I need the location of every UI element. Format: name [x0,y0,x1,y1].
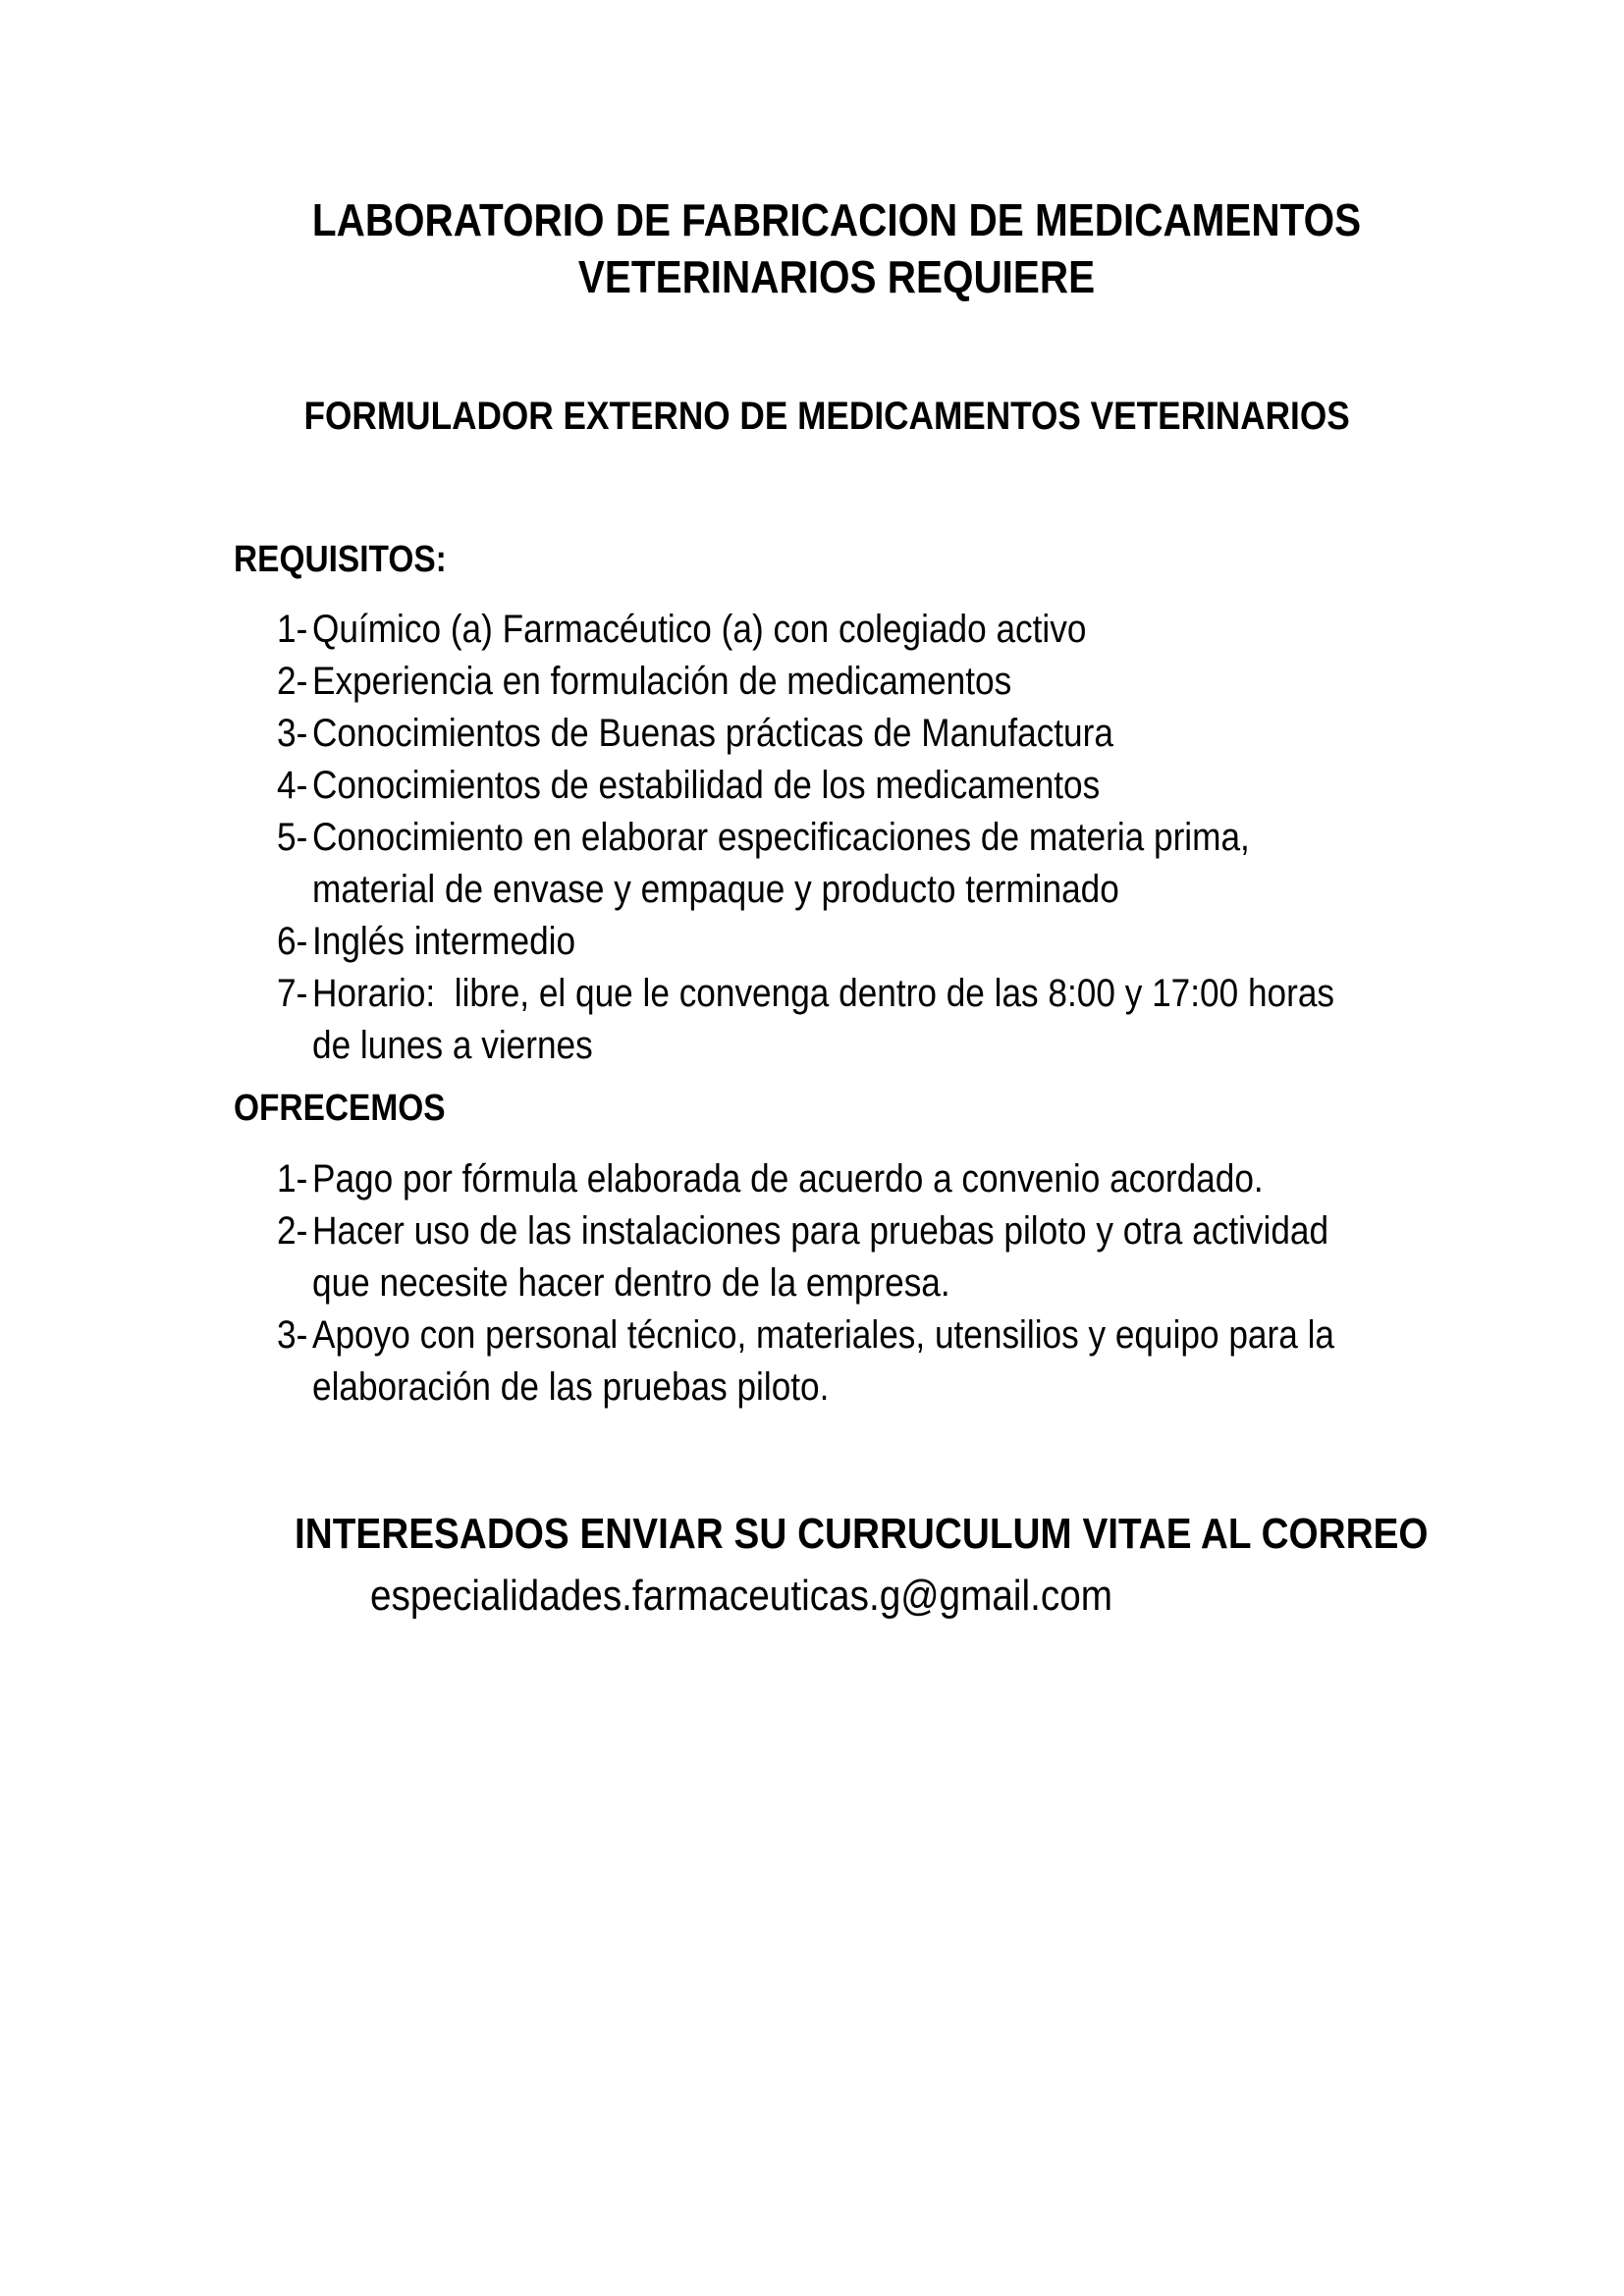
list-item [277,656,1439,708]
item-number: 2- [277,1209,308,1253]
item-line: material de envase y empaque y producto terminado [311,868,1119,911]
list-item [277,1309,1439,1414]
closing-heading: INTERESADOS ENVIAR SU CURRUCULUM VITAE AL CORREO [295,1510,1429,1558]
item-number: 2- [277,660,308,703]
item-number: 1- [277,608,308,651]
item-text [312,916,1439,968]
item-text [312,760,1439,812]
item-number: 3- [277,1313,308,1357]
list-item [277,708,1439,760]
list-item [277,760,1439,812]
item-line: de lunes a viernes [311,1024,593,1067]
item-text [312,968,1439,1072]
item-number: 7- [277,972,308,1015]
section-heading-ofrecemos: OFRECEMOS [234,1088,446,1129]
item-line: elaboración de las pruebas piloto. [311,1365,829,1409]
item-line: Experiencia en formulación de medicamentos [311,660,1011,703]
item-number: 5- [277,816,308,859]
item-text [312,1309,1439,1414]
closing-block [234,1505,1429,1625]
item-line: Hacer uso de las instalaciones para pruebas piloto y otra actividad [311,1209,1328,1253]
document-subtitle: FORMULADOR EXTERNO DE MEDICAMENTOS VETERINARIOS [303,395,1350,438]
item-number: 6- [277,920,308,963]
item-number: 3- [277,712,308,755]
item-text [312,604,1439,656]
item-number: 1- [277,1157,308,1201]
document-title [234,191,1439,305]
item-line: Conocimientos de Buenas prácticas de Manufactura [311,712,1113,755]
item-text [312,656,1439,708]
item-number: 4- [277,764,308,807]
item-line: Conocimientos de estabilidad de los medicamentos [311,764,1100,807]
item-text [312,1205,1439,1309]
section-heading-requisitos: REQUISITOS: [234,539,447,580]
item-line: Químico (a) Farmacéutico (a) con colegiado activo [311,608,1086,651]
item-text [312,1153,1439,1205]
item-text [312,812,1439,916]
item-line: Conocimiento en elaborar especificaciones de materia prima, [311,816,1250,859]
item-line: Apoyo con personal técnico, materiales, utensilios y equipo para la [311,1313,1334,1357]
ofrecemos-list [277,1153,1439,1414]
item-line: Inglés intermedio [311,920,575,963]
contact-email: especialidades.farmaceuticas.g@gmail.com [370,1572,1112,1620]
list-item [277,916,1439,968]
list-item [277,968,1439,1072]
requisitos-list [277,604,1439,1072]
list-item [277,1205,1439,1309]
title-line-1: LABORATORIO DE FABRICACION DE MEDICAMENTOS [311,194,1362,245]
item-line: Pago por fórmula elaborada de acuerdo a convenio acordado. [311,1157,1264,1201]
item-line: que necesite hacer dentro de la empresa. [311,1261,950,1305]
list-item [277,1153,1439,1205]
item-text [312,708,1439,760]
list-item [277,604,1439,656]
item-line: Horario: libre, el que le convenga dentro de las 8:00 y 17:00 horas [311,972,1334,1015]
list-item [277,812,1439,916]
title-line-2: VETERINARIOS REQUIERE [577,251,1096,302]
